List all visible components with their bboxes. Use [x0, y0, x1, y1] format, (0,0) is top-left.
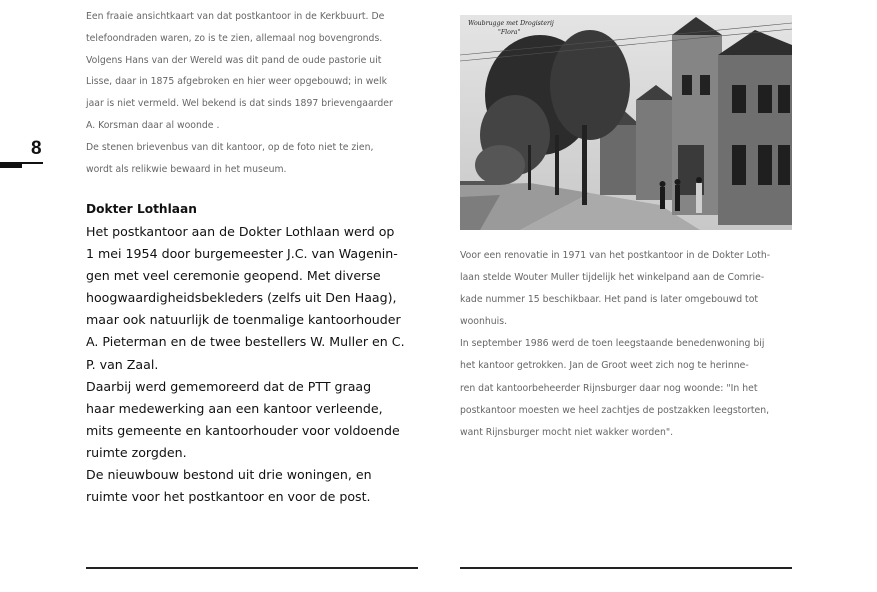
right-line: Voor een renovatie in 1971 van het postkantoor in de Dokter Loth-: [460, 250, 771, 261]
photo-caption-line: Woubrugge met Drogisterij: [468, 20, 554, 27]
intro-line: jaar is niet vermeld. Wel bekend is dat sinds 1897 brievengaarder: [86, 98, 393, 110]
body-line: haar medewerking aan een kantoor verleende,: [86, 400, 383, 416]
right-line: woonhuis.: [460, 316, 508, 328]
photo-caption: [468, 19, 554, 37]
page-number: 8: [31, 138, 42, 159]
body-line: P. van Zaal.: [86, 356, 159, 372]
intro-line: A. Korsman daar al woonde .: [86, 119, 220, 131]
section-body: [86, 221, 426, 508]
intro-line: Volgens Hans van der Wereld was dit pand de oude pastorie uit: [86, 54, 382, 66]
left-footer-rule: [86, 567, 418, 569]
right-line: ren dat kantoorbeheerder Rijnsburger daar nog woonde: "In het: [460, 382, 758, 394]
body-line: maar ook natuurlijk de toenmalige kantoorhouder: [86, 312, 401, 328]
right-line: want Rijnsburger mocht niet wakker worden".: [460, 426, 674, 438]
right-line: kade nummer 15 beschikbaar. Het pand is later omgebouwd tot: [460, 294, 759, 306]
body-line: ruimte zorgden.: [86, 444, 187, 460]
photo-caption-line: "Flora": [498, 29, 521, 36]
right-line: laan stelde Wouter Muller tijdelijk het winkelpand aan de Comrie-: [460, 272, 765, 284]
body-line: Daarbij werd gememoreerd dat de PTT graag: [86, 378, 372, 394]
right-line: postkantoor moesten we heel zachtjes de postzakken leegstorten,: [460, 404, 770, 416]
body-line: 1 mei 1954 door burgemeester J.C. van Wagenin-: [86, 246, 398, 262]
right-footer-rule: [460, 567, 792, 569]
intro-line: Lisse, daar in 1875 afgebroken en hier weer opgebouwd; in welk: [86, 76, 387, 88]
body-line: gen met veel ceremonie geopend. Met diverse: [86, 268, 381, 284]
page-number-rule-thick: [0, 162, 22, 168]
body-line: Het postkantoor aan de Dokter Lothlaan werd op: [86, 224, 395, 239]
body-line: A. Pieterman en de twee bestellers W. Muller en C.: [86, 334, 405, 350]
body-line: ruimte voor het postkantoor en voor de post.: [86, 489, 371, 505]
right-paragraph: [460, 245, 796, 444]
body-line: De nieuwbouw bestond uit drie woningen, en: [86, 467, 372, 483]
intro-line: Een fraaie ansichtkaart van dat postkantoor in de Kerkbuurt. De: [86, 11, 385, 22]
body-line: mits gemeente en kantoorhouder voor voldoende: [86, 422, 400, 438]
street-scene-image: [460, 15, 792, 230]
postcard-photo: [460, 15, 792, 230]
intro-paragraph: [86, 6, 422, 180]
intro-line: telefoondraden waren, zo is te zien, allemaal nog bovengronds.: [86, 32, 383, 44]
body-line: hoogwaardigheidsbekleders (zelfs uit Den Haag),: [86, 290, 397, 306]
right-line: het kantoor getrokken. Jan de Groot weet zich nog te herinne-: [460, 360, 749, 372]
intro-line: wordt als relikwie bewaard in het museum.: [86, 163, 287, 175]
section-heading: Dokter Lothlaan: [86, 202, 197, 216]
right-line: In september 1986 werd de toen leegstaande benedenwoning bij: [460, 338, 765, 350]
intro-line: De stenen brievenbus van dit kantoor, op de foto niet te zien,: [86, 141, 374, 153]
